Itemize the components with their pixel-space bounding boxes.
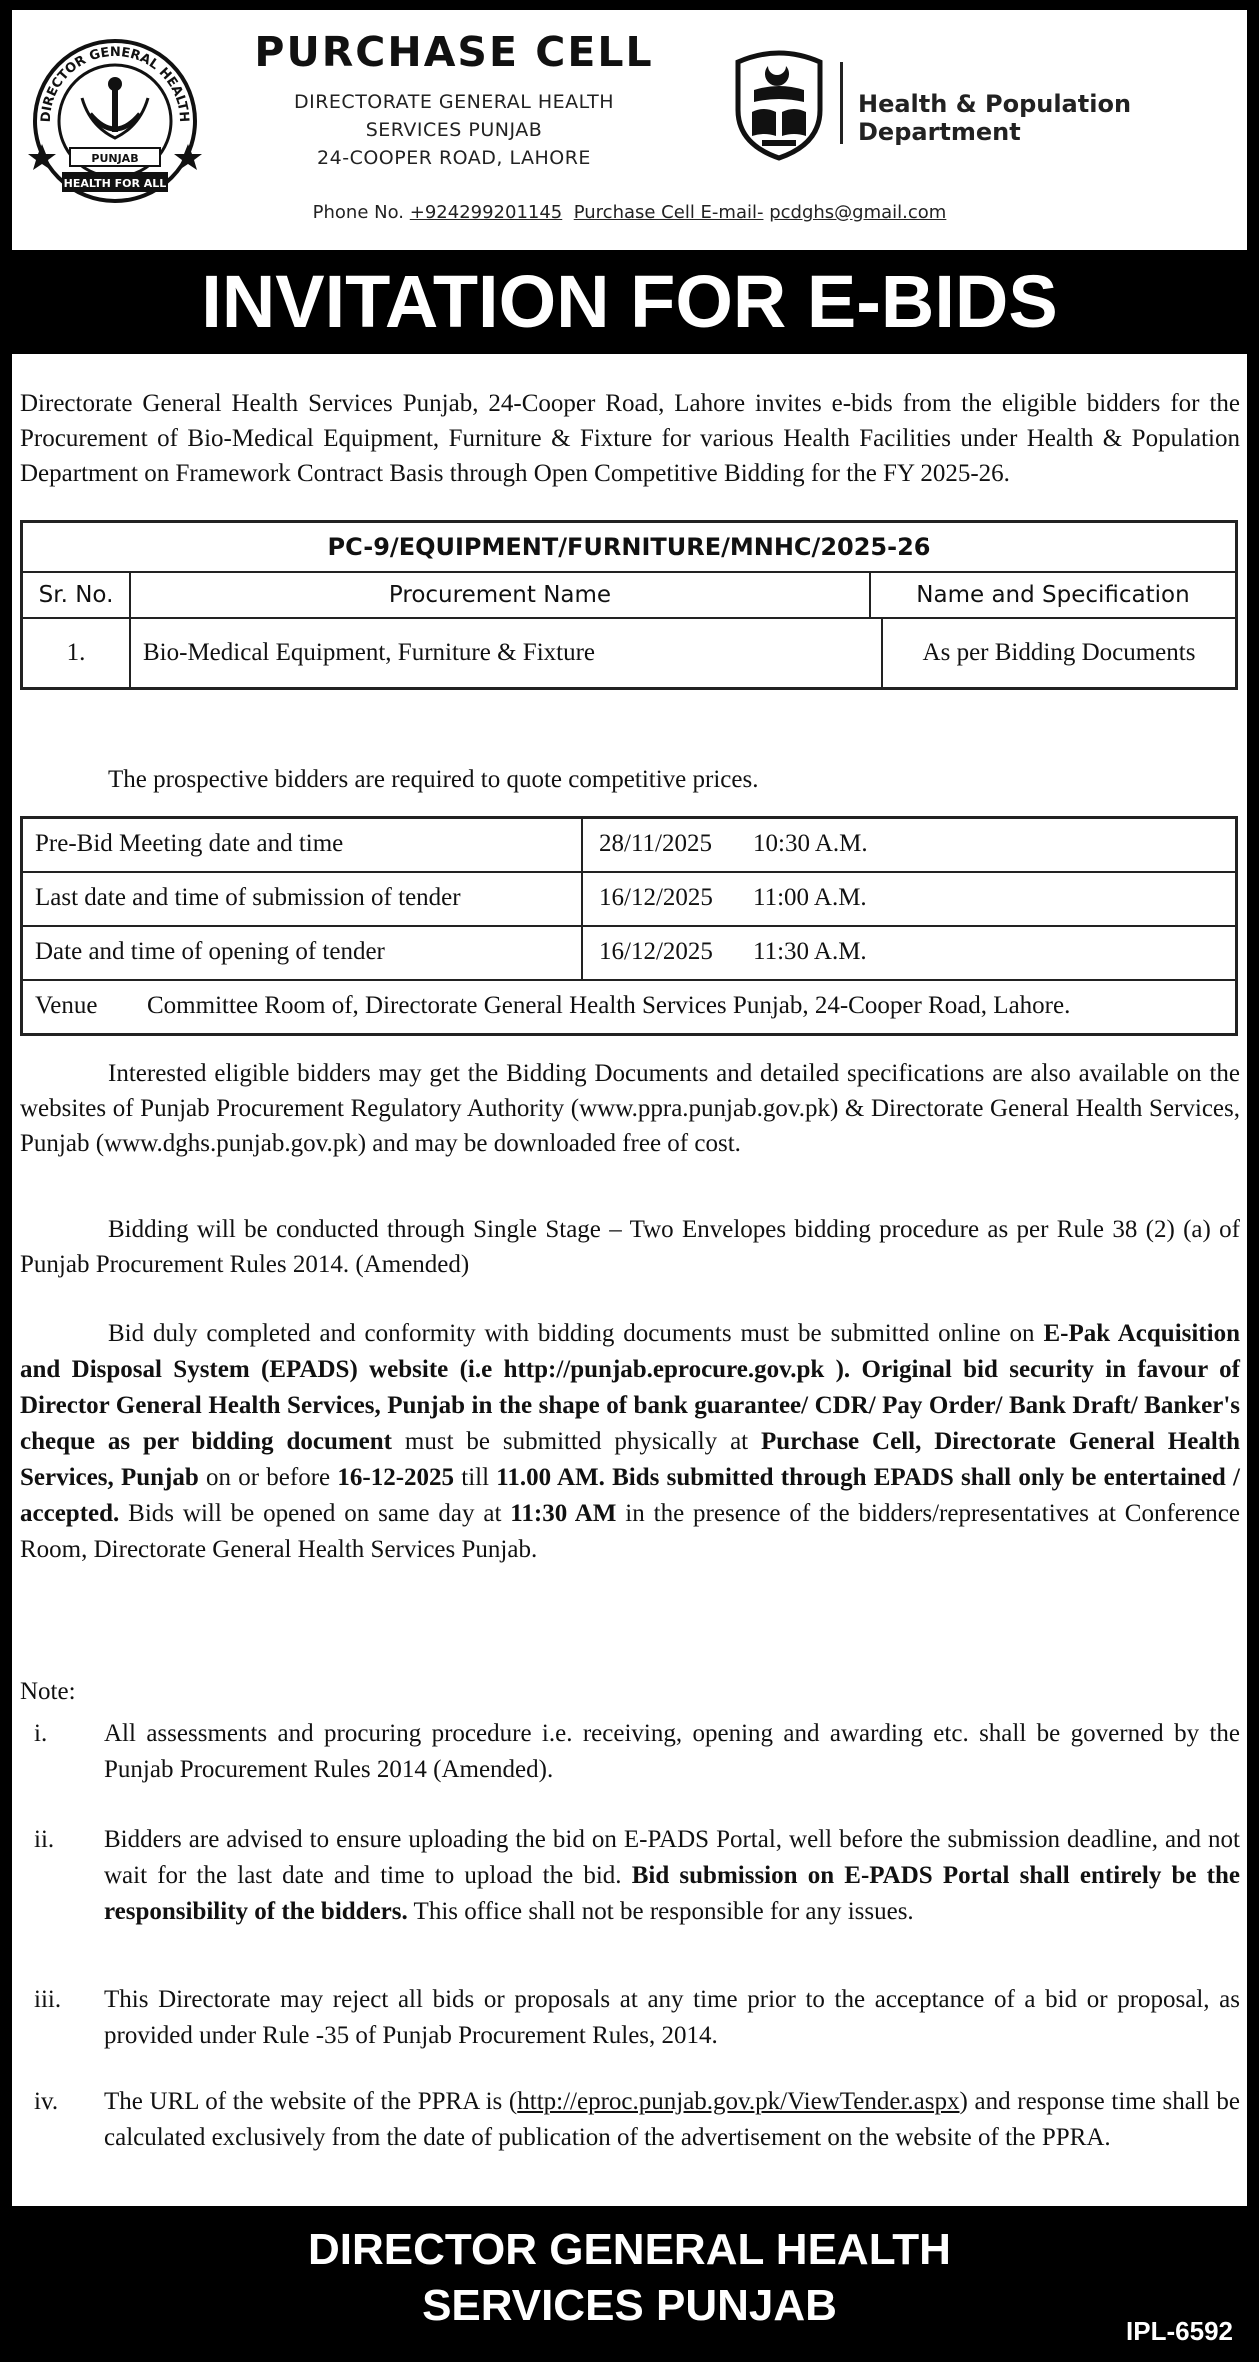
note-item: [20, 1822, 1240, 1930]
header-divider: [840, 62, 843, 144]
footer-line-2: SERVICES PUNJAB: [422, 2281, 837, 2330]
address-line-2: SERVICES PUNJAB: [365, 119, 543, 141]
note-number: iv.: [34, 2088, 59, 2115]
venue-text: Committee Room of, Directorate General Health Services Punjab, 24-Cooper Road, Lahore.: [147, 992, 1071, 1019]
note-number: i.: [34, 1720, 48, 1747]
note-number: ii.: [34, 1826, 55, 1853]
punjab-government-emblem-icon: [724, 40, 834, 162]
header-procurement-name: Procurement Name: [131, 573, 871, 617]
phone-number: +924299201145: [409, 202, 563, 223]
footer-signature: [12, 2206, 1247, 2352]
prices-note: The prospective bidders are required to quote competitive prices.: [108, 766, 759, 793]
schedule-date: 16/12/2025: [599, 884, 713, 911]
note-item: [20, 1982, 1240, 2054]
cell-specification: As per Bidding Documents: [922, 639, 1196, 666]
footer-line-1: DIRECTOR GENERAL HEALTH: [308, 2225, 951, 2274]
svg-text:HEALTH FOR ALL: HEALTH FOR ALL: [63, 177, 167, 190]
advertisement-sheet: [12, 10, 1247, 2352]
schedule-label: Last date and time of submission of tender: [23, 873, 583, 925]
cell-sr-no: 1.: [23, 619, 131, 687]
ad-reference-code: IPL-6592: [1126, 2316, 1233, 2346]
header: [12, 10, 1247, 250]
schedule-label: Date and time of opening of tender: [23, 927, 583, 979]
venue-row: [23, 981, 1235, 1033]
header-sr-no: Sr. No.: [23, 573, 131, 617]
procurement-table: [20, 520, 1238, 690]
schedule-time: 11:00 A.M.: [753, 884, 867, 911]
email-address: pcdghs@gmail.com: [769, 202, 947, 223]
header-specification: Name and Specification: [916, 582, 1190, 608]
note-number: iii.: [34, 1986, 62, 2013]
dg-health-seal-icon: [20, 26, 210, 206]
note-text: This Directorate may reject all bids or proposals at any time prior to the acceptance of a bid or proposal, as provided under Rule -35 of Punjab Procurement Rules, 2014.: [104, 1986, 1240, 2049]
bidding-procedure-paragraph: Bidding will be conducted through Single Stage – Two Envelopes bidding procedure as per Rule 38 (2) (a) of Punjab Procurement Rules 2014. (Amended): [20, 1216, 1240, 1278]
department-name: Health & Population Department: [858, 90, 1132, 146]
email-label: Purchase Cell E-mail-: [573, 202, 764, 223]
note-item: [20, 2084, 1240, 2156]
address-line-1: DIRECTORATE GENERAL HEALTH: [293, 91, 615, 113]
invitation-title: INVITATION FOR E-BIDS: [12, 250, 1247, 354]
schedule-time: 11:30 A.M.: [753, 938, 867, 965]
note-item: [20, 1716, 1240, 1788]
schedule-date: 28/11/2025: [599, 830, 712, 857]
table-row: [23, 819, 1235, 873]
table-header-row: [23, 573, 1235, 619]
svg-text:PUNJAB: PUNJAB: [91, 152, 139, 165]
bidding-documents-paragraph: Interested eligible bidders may get the Bidding Documents and detailed specifications are also available on the websites of Punjab Procurement Regulatory Authority (www.ppra.punjab.gov.pk) & Directorate General Health Services, Punjab (www.dghs.punjab.gov.pk) and may be downloaded free of cost.: [20, 1060, 1240, 1157]
contact-row: [12, 202, 1247, 223]
note-heading: Note:: [20, 1678, 76, 1705]
phone-label: Phone No.: [312, 202, 405, 223]
table-row: [23, 619, 1235, 687]
note-text: The URL of the website of the PPRA is (http://eproc.punjab.gov.pk/ViewTender.aspx) and response time shall be calculated exclusively from the date of publication of the advertisement on the website of the PPRA.: [104, 2088, 1240, 2151]
note-text: Bidders are advised to ensure uploading the bid on E-PADS Portal, well before the submission deadline, and not wait for the last date and time to upload the bid. Bid submission on E-PADS Portal shall entirely be the responsibility of the bidders. This office shall not be responsible for any issues.: [104, 1826, 1240, 1925]
address-line-3: 24-COOPER ROAD, LAHORE: [317, 147, 591, 169]
cell-procurement-name: Bio-Medical Equipment, Furniture & Fixture: [131, 619, 883, 687]
table-row: [23, 927, 1235, 981]
note-text: All assessments and procuring procedure i.e. receiving, opening and awarding etc. shall be governed by the Punjab Procurement Rules 2014 (Amended).: [104, 1720, 1240, 1783]
venue-label: Venue: [35, 992, 98, 1019]
table-row: [23, 873, 1235, 927]
tender-reference: PC-9/EQUIPMENT/FURNITURE/MNHC/2025-26: [23, 523, 1235, 573]
submission-paragraph: Bid duly completed and conformity with bidding documents must be submitted online on E-Pak Acquisition and Disposal System (EPADS) website (i.e http://punjab.eprocure.gov.pk ). Original bid security in favour of Director General Health Services, Punjab in the shape of bank guarantee/ CDR/ Pay Order/ Bank Draft/ Banker's cheque as per bidding document must be submitted physically at Purchase Cell, Directorate General Health Services, Punjab on or before 16-12-2025 till 11.00 AM. Bids submitted through EPADS shall only be entertained / accepted. Bids will be opened on same day at 11:30 AM in the presence of the bidders/representatives at Conference Room, Directorate General Health Services Punjab.: [20, 1320, 1241, 1563]
schedule-table: [20, 816, 1238, 1036]
schedule-date: 16/12/2025: [599, 938, 713, 965]
ppra-url-link[interactable]: http://eproc.punjab.gov.pk/ViewTender.aspx: [517, 2088, 960, 2115]
directorate-address: [224, 88, 684, 172]
intro-paragraph: Directorate General Health Services Punjab, 24-Cooper Road, Lahore invites e-bids from the eligible bidders for the Procurement of Bio-Medical Equipment, Furniture & Fixture for various Health Facilities under Health & Population Department on Framework Contract Basis through Open Competitive Bidding for the FY 2025-26.: [20, 390, 1240, 487]
schedule-label: Pre-Bid Meeting date and time: [23, 819, 583, 871]
schedule-time: 10:30 A.M.: [753, 830, 868, 857]
svg-text:DIRECTOR GENERAL HEALTH: DIRECTOR GENERAL HEALTH: [38, 44, 192, 123]
purchase-cell-title: PURCHASE CELL: [254, 28, 654, 76]
